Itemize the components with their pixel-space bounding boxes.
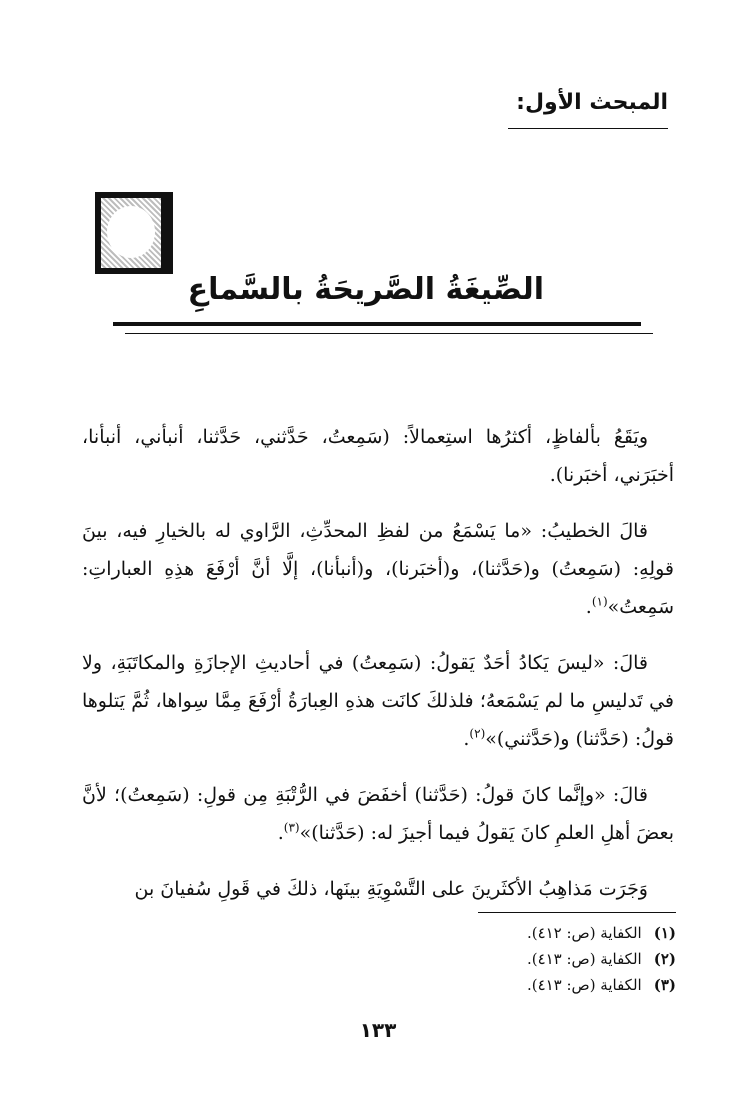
footnote-number: (٣)	[653, 976, 676, 994]
footnote-number: (١)	[653, 924, 676, 942]
footnote-text: الكفاية (ص: ٤١٣).	[526, 950, 642, 968]
paragraph-tail: .	[463, 728, 470, 750]
paragraph-text: وَجَرَت مَذاهِبُ الأكثَرينَ على التَّسْوِيَةِ بينَها، ذلكَ في قَولِ سُفيانَ بن	[134, 878, 648, 900]
paragraph-tail: .	[585, 596, 592, 618]
footnote-number: (٢)	[653, 950, 676, 968]
title-rule-thin	[125, 333, 653, 334]
title-rule-thick	[113, 322, 641, 326]
section-header-underline	[508, 128, 668, 129]
paragraph	[82, 512, 674, 626]
paragraph	[82, 644, 674, 758]
paragraph	[82, 776, 674, 852]
footnote-separator	[478, 912, 676, 913]
page-number: ١٣٣	[359, 1018, 397, 1042]
ornament-circle	[107, 206, 155, 258]
paragraph-text: ويَقَعُ بألفاظٍ، أكثرُها استِعمالاً: (سَمِعتُ، حَدَّثني، حَدَّثنا، أنبأني، أنبأنا، أخبَرَني، أخبَرنا).	[82, 426, 674, 486]
square-ornament-icon	[95, 192, 173, 274]
footnote	[376, 946, 676, 972]
paragraph-tail: .	[277, 822, 284, 844]
chapter-title: الصِّيغَةُ الصَّريحَةُ بالسَّماعِ	[187, 272, 544, 307]
footnotes	[376, 920, 676, 998]
paragraph-text: قالَ: «وإنَّما كانَ قولُ: (حَدَّثنا) أخفَضَ في الرُّتْبَةِ مِن قولِ: (سَمِعتُ)؛ لأنَّ بعضَ أهلِ العلمِ كانَ يَقولُ فيما أجيزَ له: (حَدَّثنا)»	[82, 784, 674, 844]
section-header: المبحث الأول:	[516, 90, 668, 115]
paragraph-text: قالَ الخطيبُ: «ما يَسْمَعُ من لفظِ المحدِّثِ، الرَّاوي له بالخيارِ فيه، بينَ قولِهِ: (سَمِعتُ) و(حَدَّثنا)، و(أخبَرنا)، و(أنبأنا)، إلَّا أنَّ أرْفَعَ هذِهِ العباراتِ: سَمِعتُ»	[82, 520, 674, 618]
footnote-ref: (٢)	[469, 726, 486, 741]
paragraph	[82, 870, 674, 908]
body-text	[82, 418, 674, 908]
footnote	[376, 920, 676, 946]
footnote-ref: (٣)	[283, 820, 300, 835]
paragraph	[82, 418, 674, 494]
paragraph-text: قالَ: «ليسَ يَكادُ أحَدٌ يَقولُ: (سَمِعتُ) في أحاديثِ الإجازَةِ والمكاتَبَةِ، ولا في تَدليسِ ما لم يَسْمَعهُ؛ فلذلكَ كانَت هذهِ العِبارَةُ أرْفَعَ مِمَّا سِواها، ثُمَّ يَتلوها قولُ: (حَدَّثنا) و(حَدَّثني)»	[82, 652, 674, 750]
footnote-text: الكفاية (ص: ٤١٢).	[526, 924, 642, 942]
footnote-ref: (١)	[591, 594, 608, 609]
footnote-text: الكفاية (ص: ٤١٣).	[526, 976, 642, 994]
footnote	[376, 972, 676, 998]
